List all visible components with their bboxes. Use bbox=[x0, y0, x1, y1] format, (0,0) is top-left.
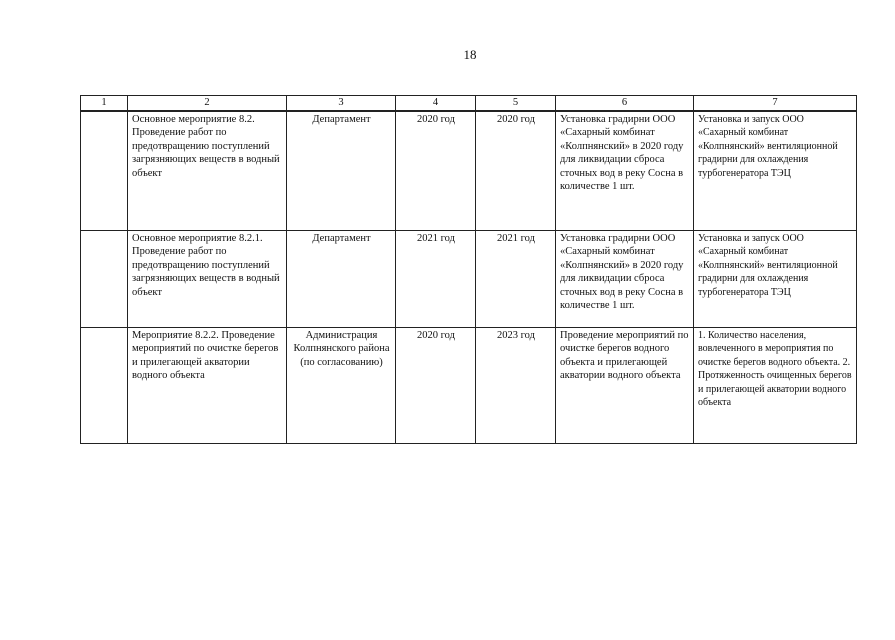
column-header-7: 7 bbox=[694, 96, 857, 112]
cell-end-year: 2020 год bbox=[476, 111, 556, 231]
cell-start-year: 2020 год bbox=[396, 328, 476, 444]
cell-expected-result: Установка градирни ООО «Сахарный комбинат «Колпнянский» в 2020 году для ликвидации сброса сточных вод в реку Сосна в количестве 1 шт. bbox=[556, 231, 694, 328]
cell-executor: Департамент bbox=[287, 231, 396, 328]
cell-start-year: 2021 год bbox=[396, 231, 476, 328]
cell-expected-result: Проведение мероприятий по очистке берегов водного объекта и прилегающей акватории водного объекта bbox=[556, 328, 694, 444]
cell-indicator: 1. Количество населения, вовлеченного в мероприятия по очистке берегов водного объекта. 2. Протяженность очищенных берегов и прилегающей акватории водного объекта bbox=[694, 328, 857, 444]
table-row bbox=[81, 111, 857, 231]
column-header-2: 2 bbox=[128, 96, 287, 112]
page-number: 18 bbox=[463, 47, 477, 62]
table-header-row bbox=[81, 96, 857, 112]
column-header-1: 1 bbox=[81, 96, 128, 112]
cell-executor: Администрация Колпнянского района (по согласованию) bbox=[287, 328, 396, 444]
cell-end-year: 2023 год bbox=[476, 328, 556, 444]
cell-expected-result: Установка градирни ООО «Сахарный комбинат «Колпнянский» в 2020 году для ликвидации сброса сточных вод в реку Сосна в количестве 1 шт. bbox=[556, 111, 694, 231]
column-header-5: 5 bbox=[476, 96, 556, 112]
column-header-3: 3 bbox=[287, 96, 396, 112]
cell-activity: Мероприятие 8.2.2. Проведение мероприятий по очистке берегов и прилегающей акватории водного объекта bbox=[128, 328, 287, 444]
cell-indicator: Установка и запуск ООО «Сахарный комбинат «Колпнянский» вентиляционной градирни для охлаждения турбогенератора ТЭЦ bbox=[694, 111, 857, 231]
cell-activity: Основное мероприятие 8.2.1. Проведение работ по предотвращению поступлений загрязняющих веществ в водный объект bbox=[128, 231, 287, 328]
column-header-6: 6 bbox=[556, 96, 694, 112]
cell-executor: Департамент bbox=[287, 111, 396, 231]
cell-indicator: Установка и запуск ООО «Сахарный комбинат «Колпнянский» вентиляционной градирни для охлаждения турбогенератора ТЭЦ bbox=[694, 231, 857, 328]
column-header-4: 4 bbox=[396, 96, 476, 112]
table-row bbox=[81, 328, 857, 444]
cell-end-year: 2021 год bbox=[476, 231, 556, 328]
cell-number bbox=[81, 111, 128, 231]
table-row bbox=[81, 231, 857, 328]
activities-table bbox=[80, 95, 857, 444]
cell-activity: Основное мероприятие 8.2. Проведение работ по предотвращению поступлений загрязняющих веществ в водный объект bbox=[128, 111, 287, 231]
cell-number bbox=[81, 231, 128, 328]
cell-start-year: 2020 год bbox=[396, 111, 476, 231]
cell-number bbox=[81, 328, 128, 444]
